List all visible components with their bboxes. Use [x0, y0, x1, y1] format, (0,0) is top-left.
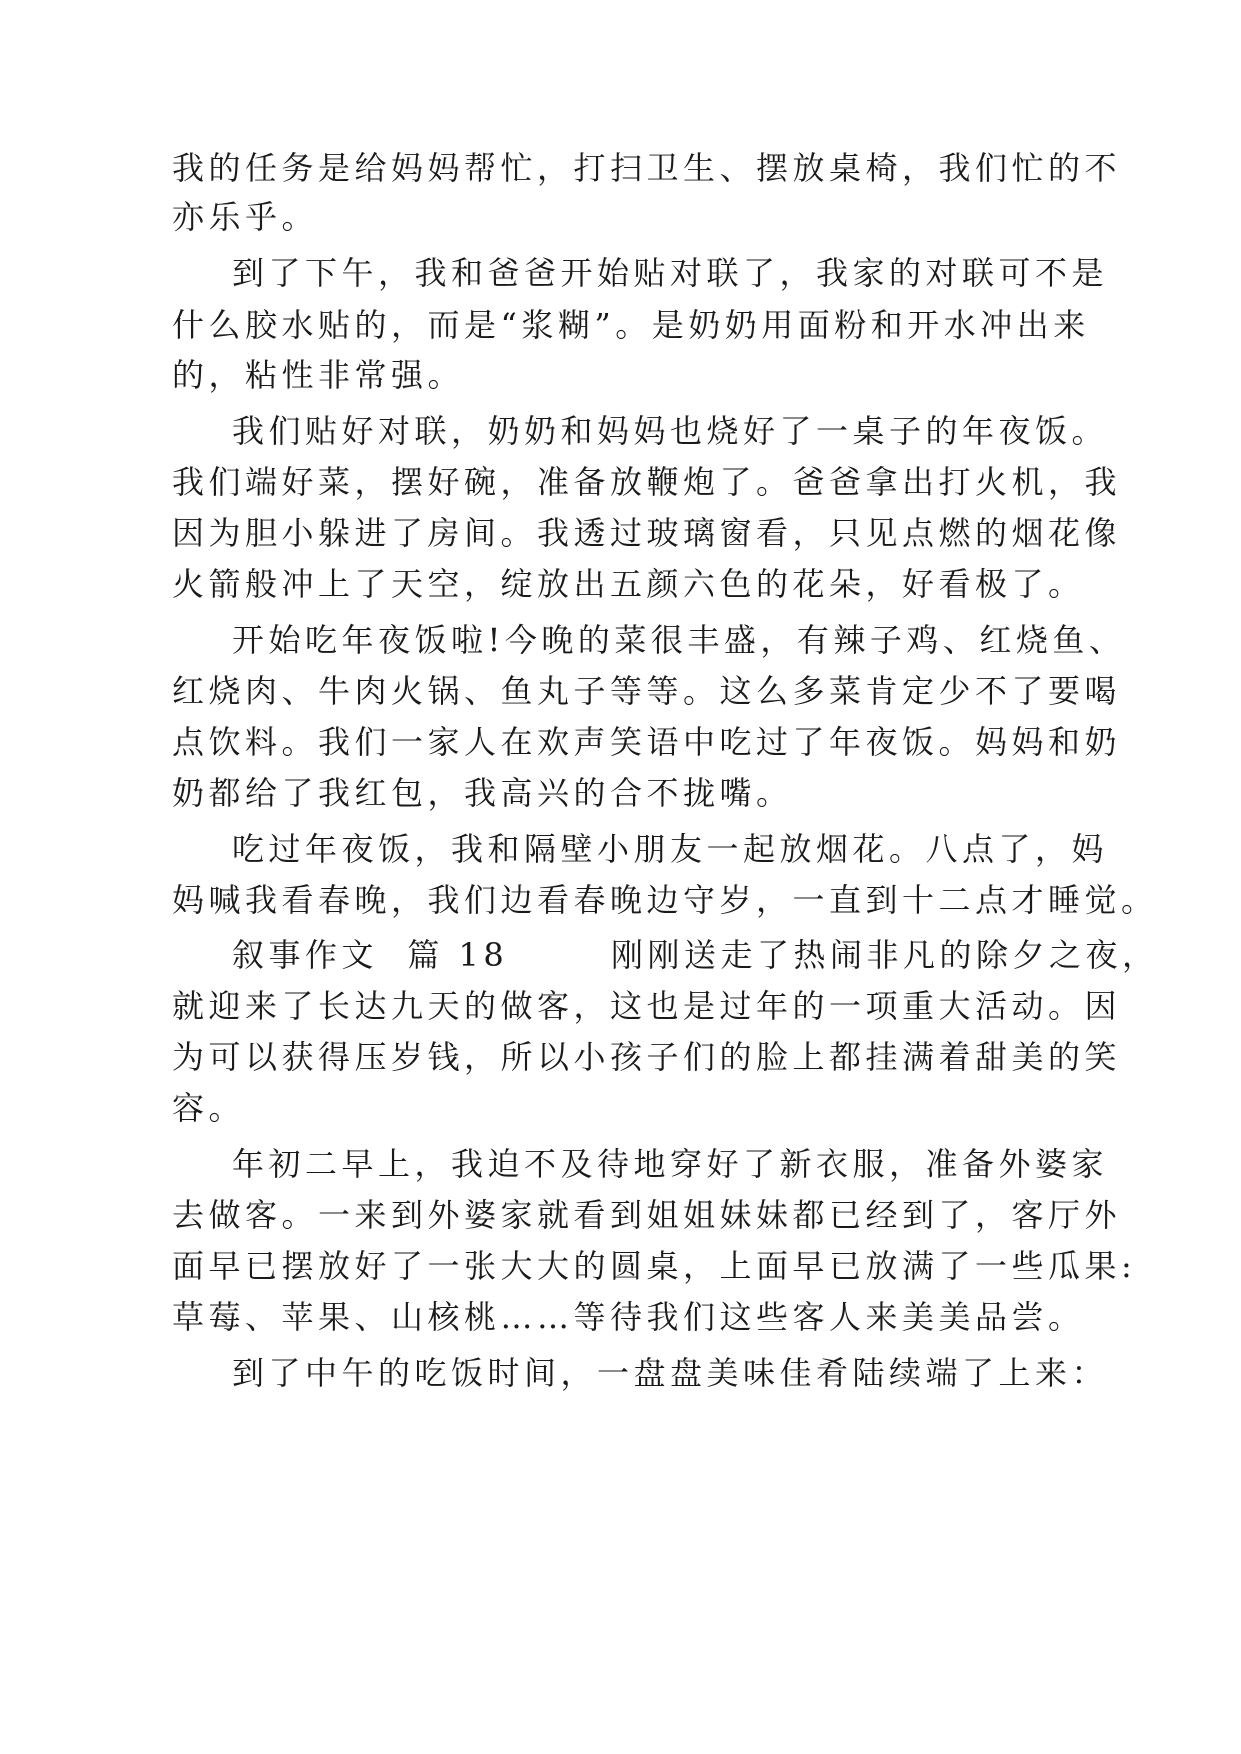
- text-line: 到了中午的吃饭时间，一盘盘美味佳肴陆续端了上来：: [232, 1354, 1109, 1392]
- text-line: 去做客。一来到外婆家就看到姐姐妹妹都已经到了，客厅外: [172, 1196, 1122, 1234]
- text-line: 容。: [172, 1089, 246, 1127]
- text-line: 到了下午，我和爸爸开始贴对联了，我家的对联可不是: [232, 254, 1109, 292]
- text-line: 的，粘性非常强。: [172, 356, 465, 394]
- text-line: 红烧肉、牛肉火锅、鱼丸子等等。这么多菜肯定少不了要喝: [172, 672, 1122, 710]
- text-line: 妈喊我看春晚，我们边看春晚边守岁，一直到十二点才睡觉。: [172, 881, 1158, 919]
- text-line: 叙事作文 篇 18 刚刚送走了热闹非凡的除夕之夜，: [232, 936, 1159, 974]
- text-line: 亦乐乎。: [172, 198, 319, 236]
- text-line: 我们端好菜，摆好碗，准备放鞭炮了。爸爸拿出打火机，我: [172, 463, 1122, 501]
- text-line: 草莓、苹果、山核桃……等待我们这些客人来美美品尝。: [172, 1298, 1085, 1336]
- text-line: 就迎来了长达九天的做客，这也是过年的一项重大活动。因: [172, 987, 1122, 1025]
- text-line: 火箭般冲上了天空，绽放出五颜六色的花朵，好看极了。: [172, 565, 1085, 603]
- text-line: 面早已摆放好了一张大大的圆桌，上面早已放满了一些瓜果:: [172, 1247, 1137, 1285]
- text-line: 奶都给了我红包，我高兴的合不拢嘴。: [172, 774, 793, 812]
- text-line: 为可以获得压岁钱，所以小孩子们的脸上都挂满着甜美的笑: [172, 1038, 1122, 1076]
- text-line: 我们贴好对联，奶奶和妈妈也烧好了一桌子的年夜饭。: [232, 412, 1109, 450]
- text-line: 什么胶水贴的，而是“浆糊”。是奶奶用面粉和开水冲出来: [172, 306, 1090, 344]
- text-line: 我的任务是给妈妈帮忙，打扫卫生、摆放桌椅，我们忙的不: [172, 149, 1122, 187]
- text-line: 点饮料。我们一家人在欢声笑语中吃过了年夜饭。妈妈和奶: [172, 723, 1122, 761]
- text-line: 因为胆小躲进了房间。我透过玻璃窗看，只见点燃的烟花像: [172, 514, 1122, 552]
- text-line: 吃过年夜饭，我和隔壁小朋友一起放烟花。八点了，妈: [232, 830, 1109, 868]
- text-line: 年初二早上，我迫不及待地穿好了新衣服，准备外婆家: [232, 1145, 1109, 1183]
- text-line: 开始吃年夜饭啦!今晚的菜很丰盛，有辣子鸡、红烧鱼、: [232, 621, 1126, 659]
